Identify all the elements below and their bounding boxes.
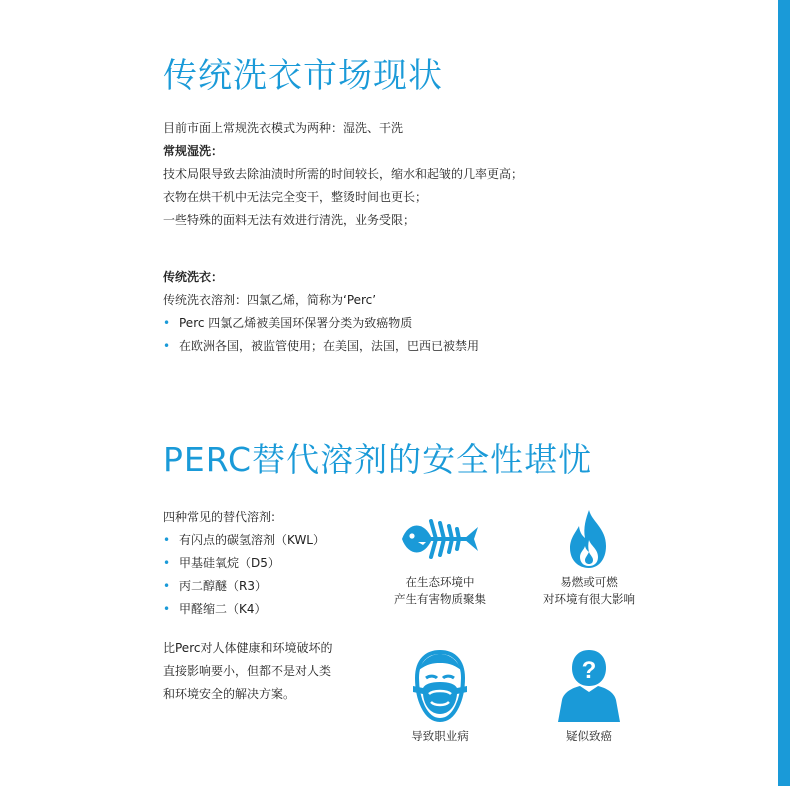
summary-line: 和环境安全的解决方案。 bbox=[163, 687, 296, 701]
caption-line: 疑似致癌 bbox=[566, 729, 612, 743]
bullet-icon: • bbox=[163, 602, 171, 616]
caption-line: 导致职业病 bbox=[411, 729, 469, 743]
icon-caption bbox=[370, 728, 510, 745]
list-item bbox=[163, 312, 479, 335]
caption-line: 易燃或可燃 bbox=[560, 575, 618, 589]
flame-icon bbox=[558, 508, 620, 570]
summary-line: 比Perc对人体健康和环境破坏的 bbox=[163, 641, 333, 655]
list-item bbox=[163, 575, 325, 598]
summary-block bbox=[163, 637, 332, 706]
market-intro: 目前市面上常规洗衣模式为两种：湿洗、干洗 bbox=[163, 121, 404, 135]
dry-clean-bullet: Perc 四氯乙烯被美国环保署分类为致癌物质 bbox=[179, 316, 413, 330]
list-item bbox=[163, 335, 479, 358]
caption-line: 对环境有很大影响 bbox=[543, 592, 635, 606]
hazard-flammable bbox=[519, 508, 659, 608]
summary-line: 直接影响要小，但都不是对人类 bbox=[163, 664, 332, 678]
solvents-intro: 四种常见的替代溶剂: bbox=[163, 510, 276, 524]
solvent-item: 甲基硅氧烷（D5） bbox=[179, 556, 280, 570]
wet-wash-heading: 常规湿洗： bbox=[163, 144, 224, 158]
solvent-item: 有闪点的碳氢溶剂（KWL） bbox=[179, 533, 325, 547]
question-mark-glyph: ? bbox=[581, 657, 597, 684]
dry-clean-heading: 传统洗衣： bbox=[163, 270, 224, 284]
hazard-carcinogen bbox=[519, 648, 659, 745]
icon-caption bbox=[519, 574, 659, 608]
hazard-ecosystem bbox=[370, 508, 510, 608]
bullet-icon: • bbox=[163, 316, 171, 330]
bullet-icon: • bbox=[163, 556, 171, 570]
dry-clean-block bbox=[163, 266, 479, 358]
bullet-icon: • bbox=[163, 533, 171, 547]
fish-skeleton-icon bbox=[398, 508, 482, 570]
list-item bbox=[163, 529, 325, 552]
face-mask-icon bbox=[407, 648, 473, 724]
question-person-icon bbox=[554, 648, 624, 724]
wet-wash-block bbox=[163, 117, 523, 232]
right-accent-bar bbox=[778, 0, 790, 786]
bullet-icon: • bbox=[163, 339, 171, 353]
icon-caption bbox=[370, 574, 510, 608]
solvent-item: 丙二醇醚（R3） bbox=[179, 579, 267, 593]
caption-line: 产生有害物质聚集 bbox=[394, 592, 486, 606]
wet-wash-line: 技术局限导致去除油渍时所需的时间较长，缩水和起皱的几率更高； bbox=[163, 167, 524, 181]
wet-wash-line: 衣物在烘干机中无法完全变干，整烫时间也更长； bbox=[163, 190, 428, 204]
list-item bbox=[163, 552, 325, 575]
solvent-item: 甲醛缩二（K4） bbox=[179, 602, 267, 616]
dry-clean-intro: 传统洗衣溶剂：四氯乙烯，简称为‘Perc’ bbox=[163, 293, 377, 307]
wet-wash-line: 一些特殊的面料无法有效进行清洗，业务受限； bbox=[163, 213, 416, 227]
list-item bbox=[163, 598, 325, 621]
icon-caption bbox=[519, 728, 659, 745]
section-title-laundry-market: 传统洗衣市场现状 bbox=[163, 56, 443, 96]
bullet-icon: • bbox=[163, 579, 171, 593]
caption-line: 在生态环境中 bbox=[405, 575, 475, 589]
solvents-block bbox=[163, 506, 325, 621]
hazard-occupational bbox=[370, 648, 510, 745]
section-title-perc-alternatives: PERC替代溶剂的安全性堪忧 bbox=[163, 440, 593, 479]
dry-clean-bullet: 在欧洲各国，被监管使用；在美国，法国，巴西已被禁用 bbox=[179, 339, 480, 353]
